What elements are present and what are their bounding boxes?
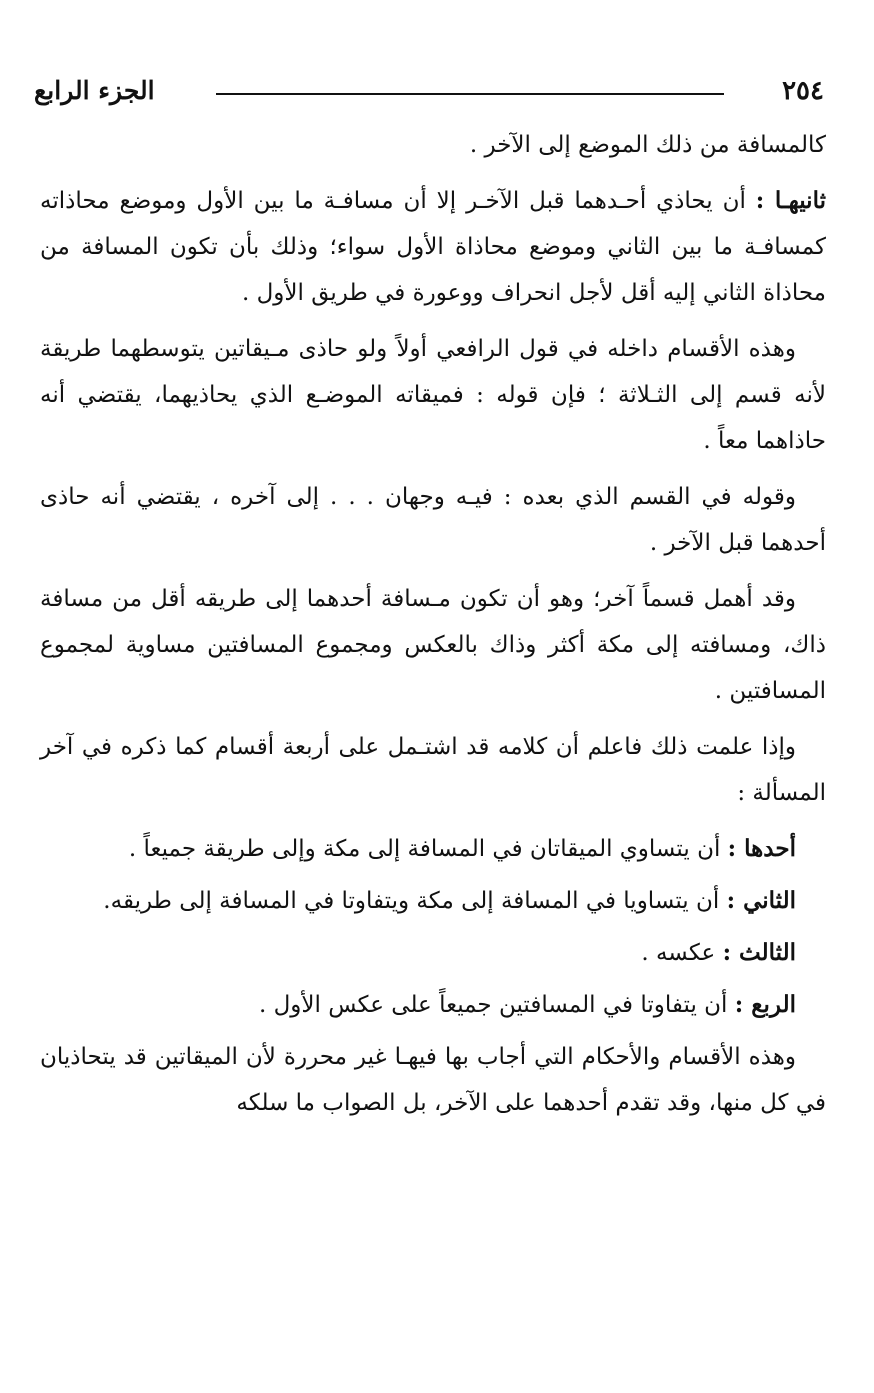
list-item — [40, 930, 826, 976]
list-item-text: أن يتفاوتا في المسافتين جميعاً على عكس الأول . — [258, 992, 735, 1018]
list-item-lead: الربع : — [734, 991, 796, 1018]
paragraph-text: وقد أهمل قسماً آخر؛ وهو أن تكون مـسافة أحدهما إلى طريقه أقل من مسافة ذاك، ومسافته إلى مكة أكثر وذاك بالعكس ومجموع المسافتين مساوية لمجموع المسافتين . — [40, 586, 826, 704]
paragraph-text: وهذه الأقسام والأحكام التي أجاب بها فيهـا غير محررة لأن الميقاتين قد يتحاذيان في كل منها، وقد تقدم أحدهما على الآخر، بل الصواب ما سلكه — [40, 1044, 826, 1116]
paragraph — [40, 474, 826, 566]
header-rule — [216, 93, 724, 95]
list-item-lead: الثاني : — [726, 887, 796, 914]
list-item-lead: الثالث : — [722, 939, 796, 966]
paragraph-lead: ثانيهـا : — [755, 187, 826, 214]
list-item-text: عكسه . — [641, 940, 723, 966]
paragraph-text: وإذا علمت ذلك فاعلم أن كلامه قد اشتـمل على أربعة أقسام كما ذكره في آخر المسألة : — [40, 734, 826, 806]
list-item-lead: أحدها : — [727, 835, 796, 862]
page-header — [34, 70, 824, 114]
paragraph — [40, 724, 826, 816]
list-item-text: أن يتساوي الميقاتان في المسافة إلى مكة وإلى طريقة جميعاً . — [128, 836, 728, 862]
list-item — [40, 982, 826, 1028]
paragraph-text: وقوله في القسم الذي بعده : فيـه وجهان . . . إلى آخره ، يقتضي أنه حاذى أحدهما قبل الآخر . — [40, 484, 826, 556]
paragraph-text: كالمسافة من ذلك الموضع إلى الآخر . — [469, 132, 826, 158]
page-number: ٢٥٤ — [782, 76, 824, 106]
running-title: الجزء الرابع — [34, 76, 155, 105]
paragraph — [40, 576, 826, 714]
paragraph — [40, 122, 826, 168]
paragraph — [40, 326, 826, 464]
paragraph — [40, 1034, 826, 1126]
paragraph-text: أن يحاذي أحـدهما قبل الآخـر إلا أن مسافـة ما بين الأول وموضع محاذاته كمسافـة ما بين الثاني وموضع محاذاة الأول سواء؛ وذلك بأن تكون المسافة من محاذاة الثاني إليه أقل لأجل انحراف ووعورة في طريق الأول . — [40, 188, 826, 306]
paragraph-text: وهذه الأقسام داخله في قول الرافعي أولاً ولو حاذى مـيقاتين يتوسطهما طريقة لأنه قسم إلى الثـلاثة ؛ فإن قوله : فميقاته الموضـع الذي يحاذيهما، يقتضي أنه حاذاهما معاً . — [40, 336, 826, 454]
page-body — [40, 122, 826, 1136]
list-item-text: أن يتساويا في المسافة إلى مكة ويتفاوتا في المسافة إلى طريقه. — [103, 888, 727, 914]
list-item — [40, 878, 826, 924]
list-item — [40, 826, 826, 872]
paragraph — [40, 178, 826, 316]
